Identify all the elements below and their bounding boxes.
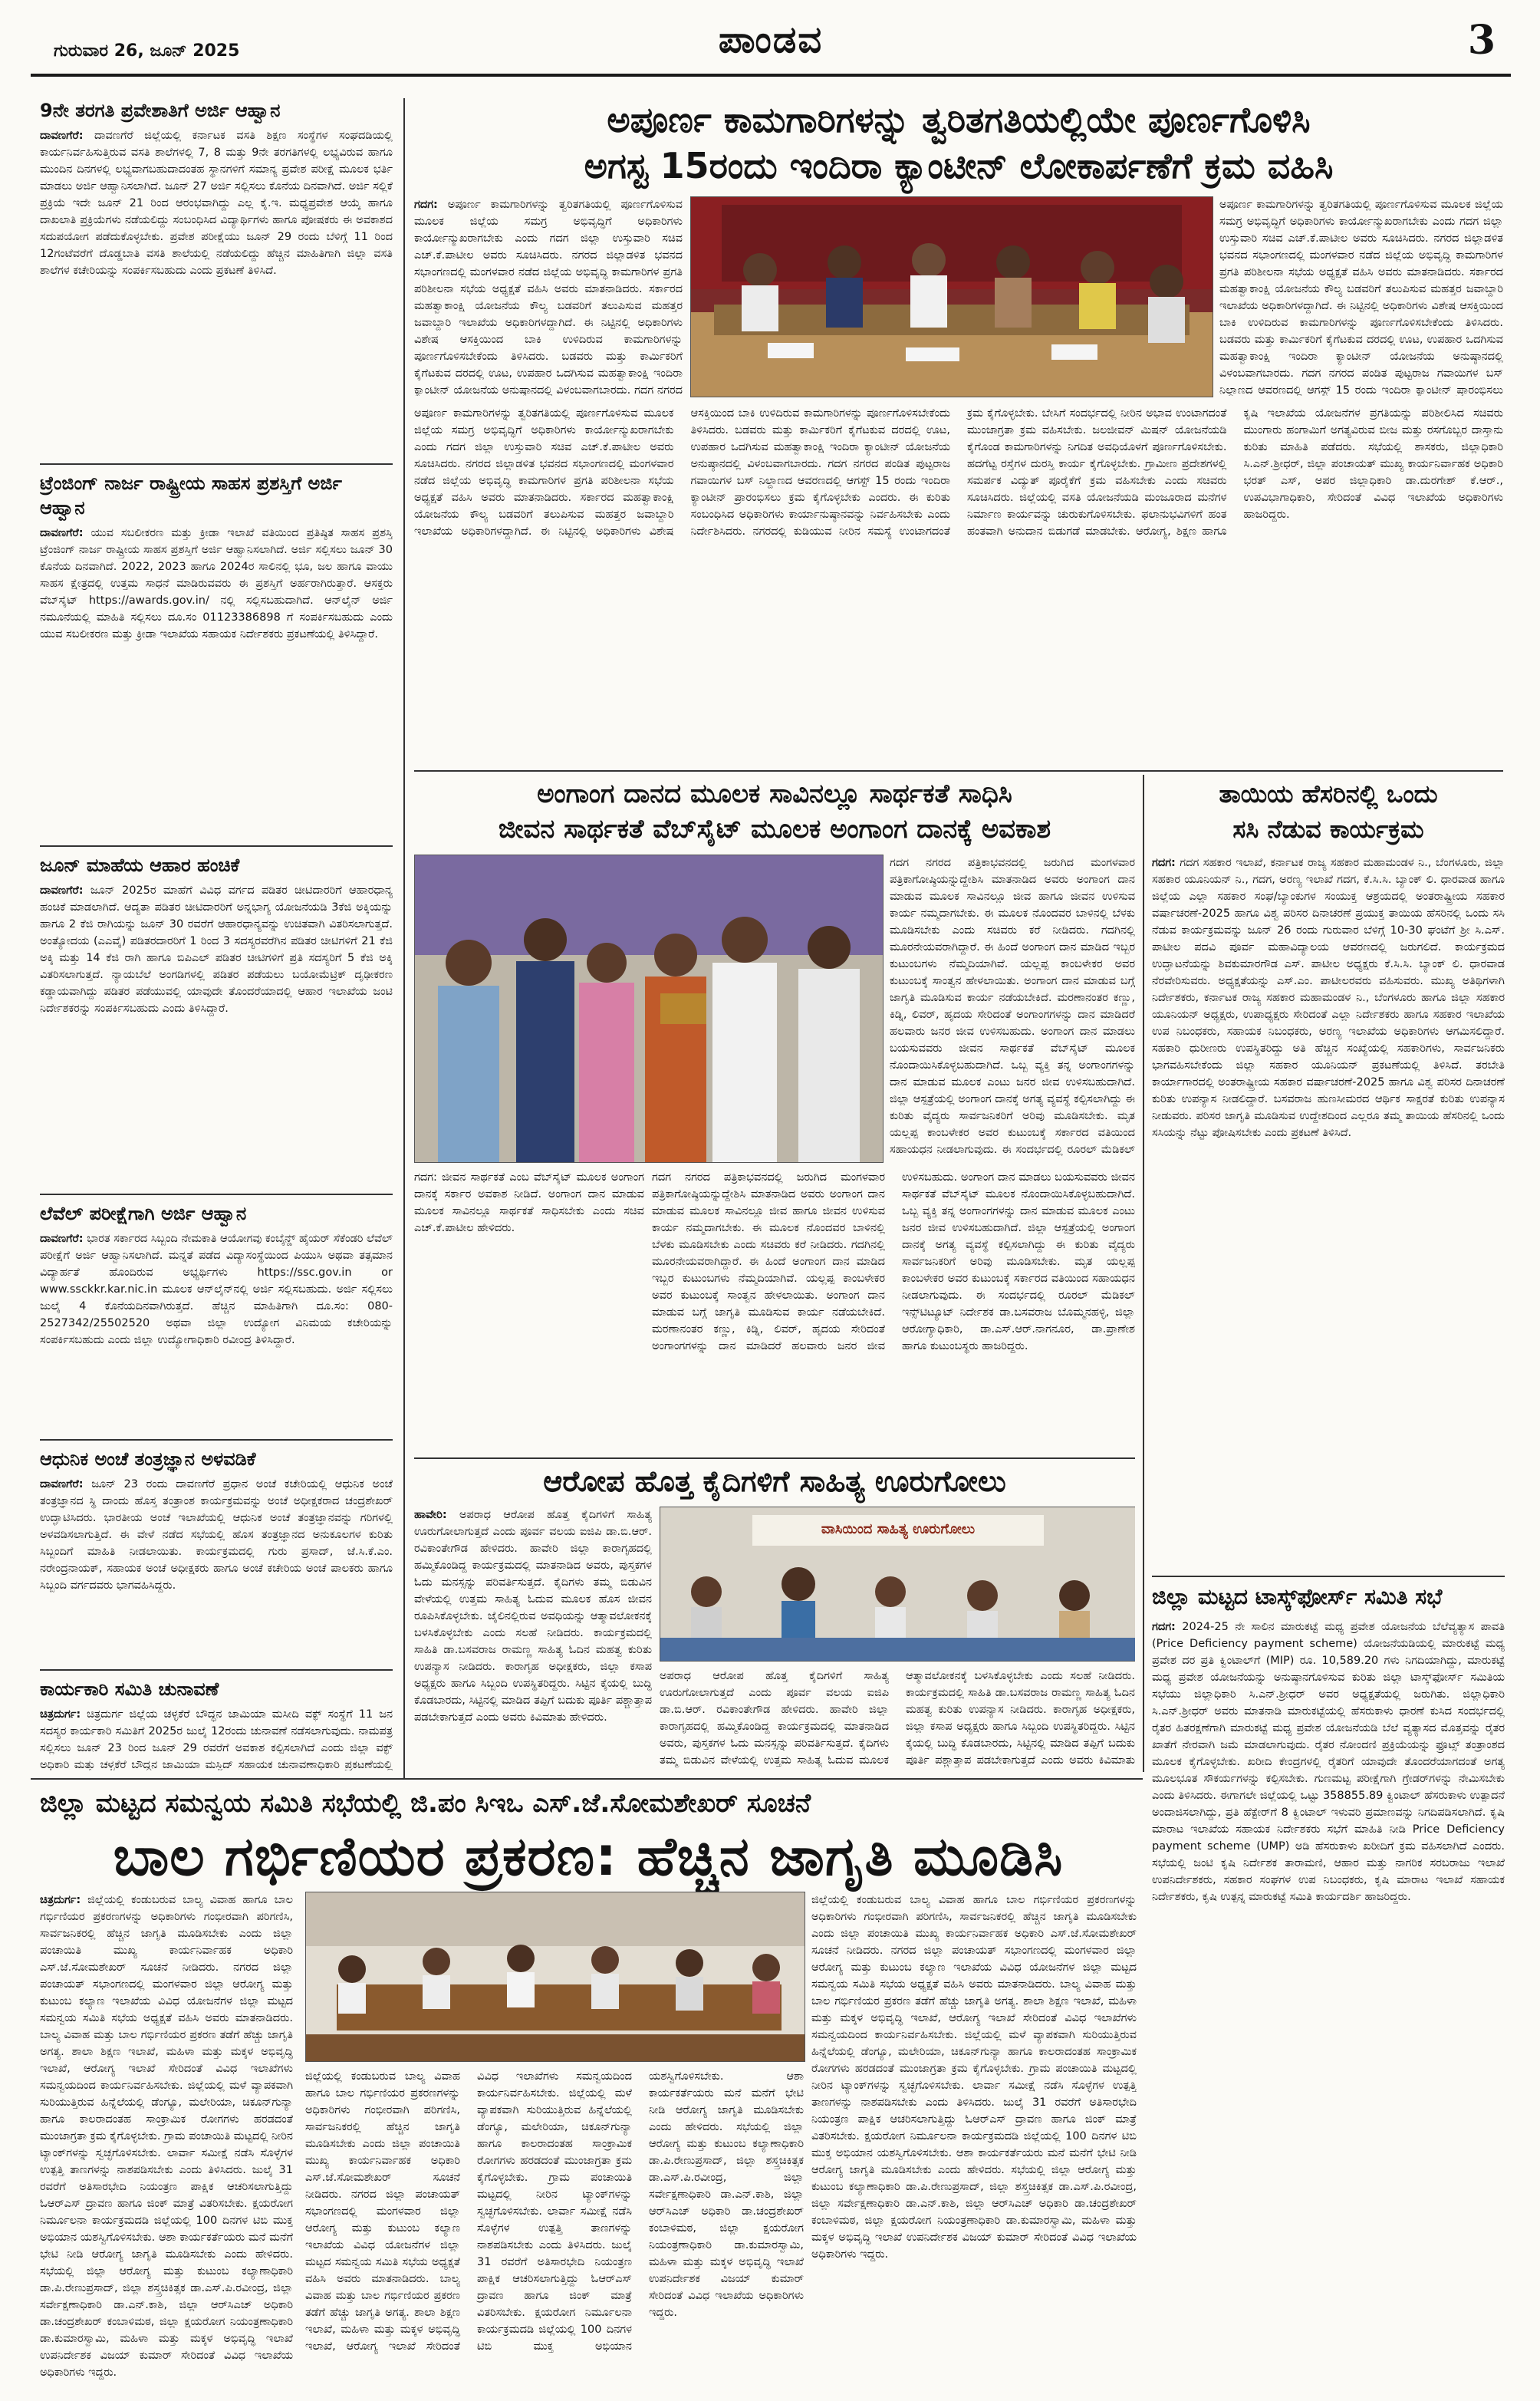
organ-story	[414, 776, 1135, 1451]
organ-story-body-b: ಗದಗ ನಗರದ ಪತ್ರಿಕಾಭವನದಲ್ಲಿ ಜರುಗಿದ ಮಂಗಳವಾರ ಪತ್ರಿಕಾಗೋಷ್ಠಿಯನ್ನುದ್ದೇಶಿಸಿ ಮಾತನಾಡಿದ ಅವರು ಅಂಗಾಂಗ ದಾನ ಮಾಡುವ ಮೂಲಕ ಸಾವಿನಲ್ಲೂ ಜೀವ ಹಾಗೂ ಜೀವನ ಉಳಿಸುವ ಕಾರ್ಯ ನಮ್ಮದಾಗಬೇಕು. ಈ ಮೂಲಕ ನೊಂದವರ ಬಾಳಿನಲ್ಲಿ ಬೆಳಕು ಮೂಡಿಸಬೇಕು ಎಂದು ಸಚಿವರು ಕರೆ ನೀಡಿದರು. ಗದಗಿನಲ್ಲಿ ಮೂರನೇಯವರಾಗಿದ್ದಾರೆ. ಈ ಹಿಂದೆ ಅಂಗಾಂಗ ದಾನ ಮಾಡಿದ ಇಬ್ಬರ ಕುಟುಂಬಗಳು ನೆಮ್ಮದಿಯಾಗಿವೆ. ಯಲ್ಲಪ್ಪ ಕಾಂಬಳೇಕರ ಅವರ ಕುಟುಂಬಕ್ಕೆ ಸಾಂತ್ವನ ಹೇಳಲಾಯಿತು. ಅಂಗಾಂಗ ದಾನ ಮಾಡುವ ಬಗ್ಗೆ ಜಾಗೃತಿ ಮೂಡಿಸುವ ಕಾರ್ಯ ನಡೆಯಬೇಕಿದೆ. ಮರಣಾನಂತರ ಕಣ್ಣು, ಕಿಡ್ನಿ, ಲಿವರ್, ಹೃದಯ ಸೇರಿದಂತೆ ಅಂಗಾಂಗಗಳನ್ನು ದಾನ ಮಾಡಿದರೆ ಹಲವಾರು ಜನರ ಜೀವ ಉಳಿಸಬಹುದು. ಅಂಗಾಂಗ ದಾನ ಮಾಡಲು ಬಯಸುವವರು ಜೀವನ ಸಾರ್ಥಕತೆ ವೆಬ್‌ಸೈಟ್ ಮೂಲಕ ನೊಂದಾಯಿಸಿಕೊಳ್ಳಬಹುದಾಗಿದೆ. ಒಬ್ಬ ವ್ಯಕ್ತಿ ತನ್ನ ಅಂಗಾಂಗಗಳನ್ನು ದಾನ ಮಾಡುವ ಮೂಲಕ ಎಂಟು ಜನರ ಜೀವ ಉಳಿಸಬಹುದಾಗಿದೆ. ಜಿಲ್ಲಾ ಆಸ್ಪತ್ರೆಯಲ್ಲಿ ಅಂಗಾಂಗ ದಾನಕ್ಕೆ ಅಗತ್ಯ ವ್ಯವಸ್ಥೆ ಕಲ್ಪಿಸಲಾಗಿದ್ದು ಈ ಕುರಿತು ವೈದ್ಯರು ಸಾರ್ವಜನಿಕರಿಗೆ ಅರಿವು ಮೂಡಿಸಬೇಕು. ಮೃತ ಯಲ್ಲಪ್ಪ ಕಾಂಬಳೇಕರ ಅವರ ಕುಟುಂಬಕ್ಕೆ ಸರ್ಕಾರದ ವತಿಯಿಂದ ಸಹಾಯಧನ ನೀಡಲಾಗುವುದು. ಈ ಸಂದರ್ಭದಲ್ಲಿ ರೂರಲ್ ಮೆಡಿಕಲ್ ಇನ್ಸ್‌ಟಿಟ್ಯೂಟ್ ನಿರ್ದೇಶಕ ಡಾ.ಬಸವರಾಜ ಬೊಮ್ಮನಹಳ್ಳಿ, ಜಿಲ್ಲಾ ಆರೋಗ್ಯಾಧಿಕಾರಿ, ಡಾ.ಎಸ್.ಆರ್.ನಾಗನೂರ, ಡಾ.ಪ್ರಾಣೇಶ ಹಾಗೂ ಕುಟುಂಬಸ್ಥರು ಹಾಜರಿದ್ದರು.	[652, 1171, 1135, 1352]
section-rule	[31, 1778, 1143, 1780]
brief-headline: ಲೆವೆಲ್ ಪರೀಕ್ಷೆಗಾಗಿ ಅರ್ಜಿ ಆಹ್ವಾನ	[40, 1203, 247, 1224]
brief-body: ಚಿತ್ರದುರ್ಗ: ಚಿತ್ರದುರ್ಗ ಜಿಲ್ಲೆಯ ಚಳ್ಳಕೆರೆ ಬೌದ್ಧನ ಜಾಮಿಯಾ ಮಸೀದಿ ವಕ್ಫ್ ಸಂಸ್ಥೆಗೆ 11 ಜನ ಸದಸ್ಯರ ಕಾರ್ಯಕಾರಿ ಸಮಿತಿಗೆ 2025ರ ಜುಲೈ 12ರಂದು ಚುನಾವಣೆ ನಡೆಸಲಾಗುವುದು. ನಾಮಪತ್ರ ಸಲ್ಲಿಸಲು ಜೂನ್ 23 ರಿಂದ ಜೂನ್ 29 ರವರೆಗೆ ಅವಕಾಶ ಕಲ್ಪಿಸಲಾಗಿದೆ ಎಂದು ಜಿಲ್ಲಾ ವಕ್ಫ್ ಅಧಿಕಾರಿ ಮತ್ತು ಚಳ್ಳಕೆರೆ ಬೌದ್ಧನ ಜಾಮಿಯಾ ಮಸ್ಜಿದ್ ಸಹಾಯಕ ಚುನಾವಣಾಧಿಕಾರಿ ಪ್ರಕಟಣೆಯಲ್ಲಿ	[40, 1708, 393, 1770]
top-story-dateline: ಗದಗ:	[414, 199, 438, 211]
sapling-story	[1152, 776, 1505, 1574]
coordination-meeting-photo-graphic	[306, 1892, 805, 2061]
literature-story-headline: ಆರೋಪ ಹೊತ್ತ ಕೈದಿಗಳಿಗೆ ಸಾಹಿತ್ಯ ಊರುಗೋಲು	[543, 1464, 1006, 1498]
felicitation-photo-graphic	[415, 855, 883, 1162]
top-story-body-b: ಅಪೂರ್ಣ ಕಾಮಗಾರಿಗಳನ್ನು ತ್ವರಿತಗತಿಯಲ್ಲಿ ಪೂರ್ಣಗೊಳಿಸುವ ಮೂಲಕ ಜಿಲ್ಲೆಯ ಸಮಗ್ರ ಅಭಿವೃದ್ಧಿಗೆ ಅಧಿಕಾರಿಗಳು ಕಾರ್ಯೋನ್ಮುಖರಾಗಬೇಕು ಎಂದು ಗದಗ ಜಿಲ್ಲಾ ಉಸ್ತುವಾರಿ ಸಚಿವ ಎಚ್.ಕೆ.ಪಾಟೀಲ ಅವರು ಸೂಚಿಸಿದರು. ನಗರದ ಜಿಲ್ಲಾಡಳಿತ ಭವನದ ಸಭಾಂಗಣದಲ್ಲಿ ಮಂಗಳವಾರ ನಡೆದ ಜಿಲ್ಲೆಯ ಅಭಿವೃದ್ಧಿ ಕಾಮಗಾರಿಗಳ ಪ್ರಗತಿ ಪರಿಶೀಲನಾ ಸಭೆಯ ಅಧ್ಯಕ್ಷತೆ ವಹಿಸಿ ಅವರು ಮಾತನಾಡಿದರು. ಸರ್ಕಾರದ ಮಹತ್ವಾಕಾಂಕ್ಷಿ ಯೋಜನೆಯ ಕೌಲ್ಯ ಬಡವರಿಗೆ ತಲುಪಿಸುವ ಮಹತ್ತರ ಜವಾಬ್ದಾರಿ ಇಲಾಖೆಯ ಅಧಿಕಾರಿಗಳದ್ದಾಗಿದೆ. ಈ ನಿಟ್ಟಿನಲ್ಲಿ ಅಧಿಕಾರಿಗಳು ವಿಶೇಷ ಆಸಕ್ತಿಯಿಂದ ಬಾಕಿ ಉಳಿದಿರುವ ಕಾಮಗಾರಿಗಳನ್ನು ಪೂರ್ಣಗೊಳಿಸಬೇಕೆಂದು ತಿಳಿಸಿದರು. ಬಡವರು ಮತ್ತು ಕಾರ್ಮಿಕರಿಗೆ ಕೈಗೆಟಕುವ ದರದಲ್ಲಿ ಊಟ, ಉಪಹಾರ ಒದಗಿಸುವ ಮಹತ್ವಾಕಾಂಕ್ಷಿ ಇಂದಿರಾ ಕ್ಯಾಂಟೀನ್ ಯೋಜನೆಯ ಅನುಷ್ಠಾನದಲ್ಲಿ ವಿಳಂಬವಾಗಬಾರದು. ಗದಗ ನಗರದ ಪಂಡಿತ ಪುಟ್ಟರಾಜ ಗವಾಯಿಗಳ ಬಸ್ ನಿಲ್ದಾಣದ ಆವರಣದಲ್ಲಿ ಆಗಸ್ಟ್ 15 ರಂದು ಇಂದಿರಾ ಕ್ಯಾಂಟೀನ್ ಪ್ರಾರಂಭಿಸಲು	[1219, 199, 1503, 396]
section-rule	[414, 770, 1503, 772]
section-rule	[1152, 1576, 1505, 1577]
organ-story-headline-line1: ಅಂಗಾಂಗ ದಾನದ ಮೂಲಕ ಸಾವಿನಲ್ಲೂ ಸಾರ್ಥಕತೆ ಸಾಧಿಸಿ	[537, 779, 1012, 809]
bottom-story-dateline: ಚಿತ್ರದುರ್ಗ:	[40, 1894, 81, 1906]
top-story	[414, 97, 1503, 772]
meeting-photo-graphic	[691, 197, 1213, 397]
brief-dateline: ದಾವಣಗೆರೆ:	[40, 1478, 84, 1490]
literature-story-photo	[660, 1507, 1135, 1662]
column-rule	[403, 98, 405, 1778]
brief-dateline: ದಾವಣಗೆರೆ:	[40, 527, 84, 539]
top-story-photo	[690, 196, 1213, 397]
sapling-story-headline-line1: ತಾಯಿಯ ಹೆಸರಿನಲ್ಲಿ ಒಂದು	[1219, 779, 1438, 809]
literature-story-banner: ವಾಸಿಯಿಂದ ಸಾಹಿತ್ಯ ಊರುಗೋಲು	[821, 1521, 976, 1537]
divider	[40, 463, 393, 465]
bottom-story-body-a: ಚಿತ್ರದುರ್ಗ: ಜಿಲ್ಲೆಯಲ್ಲಿ ಕಂಡುಬರುವ ಬಾಲ್ಯ ವಿವಾಹ ಹಾಗೂ ಬಾಲ ಗರ್ಭಿಣಿಯರ ಪ್ರಕರಣಗಳನ್ನು ಅಧಿಕಾರಿಗಳು ಗಂಭೀರವಾಗಿ ಪರಿಗಣಿಸಿ, ಸಾರ್ವಜನಿಕರಲ್ಲಿ ಹೆಚ್ಚಿನ ಜಾಗೃತಿ ಮೂಡಿಸಬೇಕು ಎಂದು ಜಿಲ್ಲಾ ಪಂಚಾಯಿತಿ ಮುಖ್ಯ ಕಾರ್ಯನಿರ್ವಾಹಕ ಅಧಿಕಾರಿ ಎಸ್.ಜೆ.ಸೋಮಶೇಖರ್ ಸೂಚನೆ ನೀಡಿದರು. ನಗರದ ಜಿಲ್ಲಾ ಪಂಚಾಯತ್ ಸಭಾಂಗಣದಲ್ಲಿ ಮಂಗಳವಾರ ಜಿಲ್ಲಾ ಆರೋಗ್ಯ ಮತ್ತು ಕುಟುಂಬ ಕಲ್ಯಾಣ ಇಲಾಖೆಯ ವಿವಿಧ ಯೋಜನೆಗಳ ಜಿಲ್ಲಾ ಮಟ್ಟದ ಸಮನ್ವಯ ಸಮಿತಿ ಸಭೆಯ ಅಧ್ಯಕ್ಷತೆ ವಹಿಸಿ ಅವರು ಮಾತನಾಡಿದರು. ಬಾಲ್ಯ ವಿವಾಹ ಮತ್ತು ಬಾಲ ಗರ್ಭಿಣಿಯರ ಪ್ರಕರಣ ತಡೆಗೆ ಹೆಚ್ಚು ಜಾಗೃತಿ ಅಗತ್ಯ. ಶಾಲಾ ಶಿಕ್ಷಣ ಇಲಾಖೆ, ಮಹಿಳಾ ಮತ್ತು ಮಕ್ಕಳ ಅಭಿವೃದ್ಧಿ ಇಲಾಖೆ, ಆರೋಗ್ಯ ಇಲಾಖೆ ಸೇರಿದಂತೆ ವಿವಿಧ ಇಲಾಖೆಗಳು ಸಮನ್ವಯದಿಂದ ಕಾರ್ಯನಿರ್ವಹಿಸಬೇಕು. ಜಿಲ್ಲೆಯಲ್ಲಿ ಮಳೆ ವ್ಯಾಪಕವಾಗಿ ಸುರಿಯುತ್ತಿರುವ ಹಿನ್ನೆಲೆಯಲ್ಲಿ ಡೆಂಗ್ಯೂ, ಮಲೇರಿಯಾ, ಚಿಕೂನ್‌ಗುನ್ಯಾ ಹಾಗೂ ಕಾಲರಾದಂತಹ ಸಾಂಕ್ರಾಮಿಕ ರೋಗಗಳು ಹರಡದಂತೆ ಮುಂಜಾಗ್ರತಾ ಕ್ರಮ ಕೈಗೊಳ್ಳಬೇಕು. ಗ್ರಾಮ ಪಂಚಾಯಿತಿ ಮಟ್ಟದಲ್ಲಿ ನೀರಿನ ಟ್ಯಾಂಕ್‌ಗಳನ್ನು ಸ್ವಚ್ಛಗೊಳಿಸಬೇಕು. ಲಾರ್ವಾ ಸಮೀಕ್ಷೆ ನಡೆಸಿ ಸೊಳ್ಳೆಗಳ ಉತ್ಪತ್ತಿ ತಾಣಗಳನ್ನು ನಾಶಪಡಿಸಬೇಕು ಎಂದು ತಿಳಿಸಿದರು. ಜುಲೈ 31 ರವರೆಗೆ ಅತಿಸಾರಭೇದಿ ನಿಯಂತ್ರಣ ಪಾಕ್ಷಿಕ ಆಚರಿಸಲಾಗುತ್ತಿದ್ದು ಓಆರ್‌ಎಸ್ ದ್ರಾವಣ ಹಾಗೂ ಜಿಂಕ್ ಮಾತ್ರೆ ವಿತರಿಸಬೇಕು. ಕ್ಷಯರೋಗ ನಿರ್ಮೂಲನಾ ಕಾರ್ಯಕ್ರಮದಡಿ ಜಿಲ್ಲೆಯಲ್ಲಿ 100 ದಿನಗಳ ಟಿಬಿ ಮುಕ್ತ ಅಭಿಯಾನ ಯಶಸ್ವಿಗೊಳಿಸಬೇಕು. ಆಶಾ ಕಾರ್ಯಕರ್ತೆಯರು ಮನೆ ಮನೆಗೆ ಭೇಟಿ ನೀಡಿ ಆರೋಗ್ಯ ಜಾಗೃತಿ ಮೂಡಿಸಬೇಕು ಎಂದು ಹೇಳಿದರು. ಸಭೆಯಲ್ಲಿ ಜಿಲ್ಲಾ ಆರೋಗ್ಯ ಮತ್ತು ಕುಟುಂಬ ಕಲ್ಯಾಣಾಧಿಕಾರಿ ಡಾ.ಪಿ.ರೇಣುಪ್ರಸಾದ್, ಜಿಲ್ಲಾ ಶಸ್ತ್ರಚಿಕಿತ್ಸಕ ಡಾ.ಎಸ್.ಪಿ.ರವೀಂದ್ರ, ಜಿಲ್ಲಾ ಸರ್ವೇಕ್ಷಣಾಧಿಕಾರಿ ಡಾ.ಎನ್.ಕಾಶಿ, ಜಿಲ್ಲಾ ಆರ್‌ಸಿಎಚ್ ಅಧಿಕಾರಿ ಡಾ.ಚಂದ್ರಶೇಖರ್ ಕಂಬಾಳಿಮಠ, ಜಿಲ್ಲಾ ಕ್ಷಯರೋಗ ನಿಯಂತ್ರಣಾಧಿಕಾರಿ ಡಾ.ಕುಮಾರಸ್ವಾಮಿ, ಮಹಿಳಾ ಮತ್ತು ಮಕ್ಕಳ ಅಭಿವೃದ್ಧಿ ಇಲಾಖೆ ಉಪನಿರ್ದೇಶಕ ವಿಜಯ್ ಕುಮಾರ್ ಸೇರಿದಂತೆ ವಿವಿಧ ಇಲಾಖೆಯ ಅಧಿಕಾರಿಗಳು ಇದ್ದರು.	[40, 1894, 293, 2379]
sapling-story-body: ಗದಗ: ಗದಗ ಸಹಕಾರ ಇಲಾಖೆ, ಕರ್ನಾಟಕ ರಾಜ್ಯ ಸಹಕಾರ ಮಹಾಮಂಡಳ ನಿ., ಬೆಂಗಳೂರು, ಜಿಲ್ಲಾ ಸಹಕಾರ ಯೂನಿಯನ್ ನಿ., ಗದಗ, ಅರಣ್ಯ ಇಲಾಖೆ ಗದಗ, ಕೆ.ಸಿ.ಸಿ. ಬ್ಯಾಂಕ್ ಲಿ. ಧಾರವಾಡ ಹಾಗೂ ಜಿಲ್ಲೆಯ ಎಲ್ಲಾ ಸಹಕಾರ ಸಂಘ/ಬ್ಯಾಂಕುಗಳ ಸಂಯುಕ್ತ ಆಶ್ರಯದಲ್ಲಿ ಅಂತರಾಷ್ಟ್ರೀಯ ಸಹಕಾರ ವರ್ಷಾಚರಣೆ-2025 ಹಾಗೂ ವಿಶ್ವ ಪರಿಸರ ದಿನಾಚರಣೆ ಪ್ರಯುಕ್ತ ತಾಯಿಯ ಹೆಸರಿನಲ್ಲಿ ಒಂದು ಸಸಿ ನೆಡುವ ಕಾರ್ಯಕ್ರಮವನ್ನು ಜೂನ್ 26 ರಂದು ಗುರುವಾರ ಬೆಳಿಗ್ಗೆ 10-30 ಘಂಟೆಗೆ ಶ್ರೀ ಸಿ.ಎಸ್. ಪಾಟೀಲ ಪದವಿ ಪೂರ್ವ ಮಹಾವಿದ್ಯಾಲಯ ಆವರಣದಲ್ಲಿ ಜರುಗಲಿದೆ. ಕಾರ್ಯಕ್ರಮದ ಉದ್ಘಾಟನೆಯನ್ನು ಶಿವಕುಮಾರಗೌಡ ಎಸ್. ಪಾಟೀಲ ಅಧ್ಯಕ್ಷರು ಕೆ.ಸಿ.ಸಿ. ಬ್ಯಾಂಕ್ ಲಿ. ಧಾರವಾಡ ನೆರವೇರಿಸುವರು. ಅಧ್ಯಕ್ಷತೆಯನ್ನು ಎಸ್.ಎಂ. ಪಾಟೀಲರವರು ವಹಿಸುವರು. ಮುಖ್ಯ ಅತಿಥಿಗಳಾಗಿ ನಿರ್ದೇಶಕರು, ಕರ್ನಾಟಕ ರಾಜ್ಯ ಸಹಕಾರ ಮಹಾಮಂಡಳ ನಿ., ಬೆಂಗಳೂರು ಹಾಗೂ ಜಿಲ್ಲಾ ಸಹಕಾರ ಯೂನಿಯನ್ ಅಧ್ಯಕ್ಷರು, ಉಪಾಧ್ಯಕ್ಷರು ಸೇರಿದಂತೆ ಎಲ್ಲಾ ನಿರ್ದೇಶಕರು ಹಾಗೂ ಸಹಕಾರ ಇಲಾಖೆಯ ಉಪ ನಿಬಂಧಕರು, ಸಹಾಯಕ ನಿಬಂಧಕರು, ಅರಣ್ಯ ಇಲಾಖೆಯ ಅಧಿಕಾರಿಗಳು ಆಗಮಿಸಲಿದ್ದಾರೆ. ಸಹಕಾರಿ ಧುರೀಣರು ಉಪಸ್ಥಿತರಿದ್ದು ಅತಿ ಹೆಚ್ಚಿನ ಸಂಖ್ಯೆಯಲ್ಲಿ ಸಹಕಾರಿಗಳು, ಸಾರ್ವಜನಿಕರು ಭಾಗವಹಿಸಬೇಕೆಂದು ಜಿಲ್ಲಾ ಸಹಕಾರ ಯೂನಿಯನ್ ಪ್ರಕಟಣೆಯಲ್ಲಿ ತಿಳಿಸಿದೆ. ತರಬೇತಿ ಕಾರ್ಯಾಗಾರದಲ್ಲಿ ಅಂತರಾಷ್ಟ್ರೀಯ ಸಹಕಾರ ವರ್ಷಾಚರಣೆ-2025 ಹಾಗೂ ವಿಶ್ವ ಪರಿಸರ ದಿನಾಚರಣೆ ಕುರಿತು ಉಪನ್ಯಾಸ ನೀಡಲಿದ್ದಾರೆ. ಬಸವರಾಜ ಹುಣಸೀಮರದ ಆರ್ಥಿಕ ಸಾಕ್ಷರತೆ ಕುರಿತು ಉಪನ್ಯಾಸ ನೀಡುವರು. ಪರಿಸರ ಜಾಗೃತಿ ಮೂಡಿಸುವ ಉದ್ದೇಶದಿಂದ ಎಲ್ಲರೂ ತಮ್ಮ ತಾಯಿಯ ಹೆಸರಿನಲ್ಲಿ ಒಂದು ಸಸಿಯನ್ನು ನೆಟ್ಟು ಪೋಷಿಸಬೇಕು ಎಂದು ಪ್ರಕಟಣೆ ತಿಳಿಸಿದೆ.	[1152, 857, 1505, 1139]
brief	[40, 98, 393, 457]
bottom-story-headline: ಬಾಲ ಗರ್ಭಿಣಿಯರ ಪ್ರಕರಣ: ಹೆಚ್ಚಿನ ಜಾಗೃತಿ ಮೂಡಿಸಿ	[113, 1825, 1064, 1888]
divider	[40, 1194, 393, 1195]
bottom-story	[40, 1786, 1137, 2384]
section-rule	[414, 1457, 1135, 1459]
task-force-story	[1152, 1582, 1505, 2380]
organ-story-caption: ಗದಗ: ಜೀವನ ಸಾರ್ಥಕತೆ ಎಂಬ ವೆಬ್‌ಸೈಟ್ ಮೂಲಕ ಅಂಗಾಂಗ ದಾನಕ್ಕೆ ಸರ್ಕಾರ ಅವಕಾಶ ನೀಡಿದೆ. ಅಂಗಾಂಗ ದಾನ ಮಾಡುವ ಮೂಲಕ ಸಾವಿನಲ್ಲೂ ಸಾರ್ಥಕತೆ ಸಾಧಿಸಬೇಕು ಎಂದು ಸಚಿವ ಎಚ್.ಕೆ.ಪಾಟೀಲ ಹೇಳಿದರು.	[414, 1171, 644, 1234]
brief	[40, 853, 393, 1187]
brief-dateline: ಚಿತ್ರದುರ್ಗ:	[40, 1708, 81, 1721]
organ-story-body-a: ಗದಗ ನಗರದ ಪತ್ರಿಕಾಭವನದಲ್ಲಿ ಜರುಗಿದ ಮಂಗಳವಾರ ಪತ್ರಿಕಾಗೋಷ್ಠಿಯನ್ನುದ್ದೇಶಿಸಿ ಮಾತನಾಡಿದ ಅವರು ಅಂಗಾಂಗ ದಾನ ಮಾಡುವ ಮೂಲಕ ಸಾವಿನಲ್ಲೂ ಜೀವ ಹಾಗೂ ಜೀವನ ಉಳಿಸುವ ಕಾರ್ಯ ನಮ್ಮದಾಗಬೇಕು. ಈ ಮೂಲಕ ನೊಂದವರ ಬಾಳಿನಲ್ಲಿ ಬೆಳಕು ಮೂಡಿಸಬೇಕು ಎಂದು ಸಚಿವರು ಕರೆ ನೀಡಿದರು. ಗದಗಿನಲ್ಲಿ ಮೂರನೇಯವರಾಗಿದ್ದಾರೆ. ಈ ಹಿಂದೆ ಅಂಗಾಂಗ ದಾನ ಮಾಡಿದ ಇಬ್ಬರ ಕುಟುಂಬಗಳು ನೆಮ್ಮದಿಯಾಗಿವೆ. ಯಲ್ಲಪ್ಪ ಕಾಂಬಳೇಕರ ಅವರ ಕುಟುಂಬಕ್ಕೆ ಸಾಂತ್ವನ ಹೇಳಲಾಯಿತು. ಅಂಗಾಂಗ ದಾನ ಮಾಡುವ ಬಗ್ಗೆ ಜಾಗೃತಿ ಮೂಡಿಸುವ ಕಾರ್ಯ ನಡೆಯಬೇಕಿದೆ. ಮರಣಾನಂತರ ಕಣ್ಣು, ಕಿಡ್ನಿ, ಲಿವರ್, ಹೃದಯ ಸೇರಿದಂತೆ ಅಂಗಾಂಗಗಳನ್ನು ದಾನ ಮಾಡಿದರೆ ಹಲವಾರು ಜನರ ಜೀವ ಉಳಿಸಬಹುದು. ಅಂಗಾಂಗ ದಾನ ಮಾಡಲು ಬಯಸುವವರು ಜೀವನ ಸಾರ್ಥಕತೆ ವೆಬ್‌ಸೈಟ್ ಮೂಲಕ ನೊಂದಾಯಿಸಿಕೊಳ್ಳಬಹುದಾಗಿದೆ. ಒಬ್ಬ ವ್ಯಕ್ತಿ ತನ್ನ ಅಂಗಾಂಗಗಳನ್ನು ದಾನ ಮಾಡುವ ಮೂಲಕ ಎಂಟು ಜನರ ಜೀವ ಉಳಿಸಬಹುದಾಗಿದೆ. ಜಿಲ್ಲಾ ಆಸ್ಪತ್ರೆಯಲ್ಲಿ ಅಂಗಾಂಗ ದಾನಕ್ಕೆ ಅಗತ್ಯ ವ್ಯವಸ್ಥೆ ಕಲ್ಪಿಸಲಾಗಿದ್ದು ಈ ಕುರಿತು ವೈದ್ಯರು ಸಾರ್ವಜನಿಕರಿಗೆ ಅರಿವು ಮೂಡಿಸಬೇಕು. ಮೃತ ಯಲ್ಲಪ್ಪ ಕಾಂಬಳೇಕರ ಅವರ ಕುಟುಂಬಕ್ಕೆ ಸರ್ಕಾರದ ವತಿಯಿಂದ ಸಹಾಯಧನ ನೀಡಲಾಗುವುದು. ಈ ಸಂದರ್ಭದಲ್ಲಿ ರೂರಲ್ ಮೆಡಿಕಲ್	[890, 857, 1135, 1156]
brief-body: ದಾವಣಗೆರೆ: ದಾವಣಗೆರೆ ಜಿಲ್ಲೆಯಲ್ಲಿ ಕರ್ನಾಟಕ ವಸತಿ ಶಿಕ್ಷಣ ಸಂಸ್ಥೆಗಳ ಸಂಘದಡಿಯಲ್ಲಿ ಕಾರ್ಯನಿರ್ವಹಿಸುತ್ತಿರುವ ವಸತಿ ಶಾಲೆಗಳಲ್ಲಿ 7, 8 ಮತ್ತು 9ನೇ ತರಗತಿಗಳಲ್ಲಿ ಲಭ್ಯವಿರುವ ಹಾಗೂ ಮುಂದಿನ ದಿನಗಳಲ್ಲಿ ಲಭ್ಯವಾಗಬಹುದಾದಂತಹ ಸ್ಥಾನಗಳಿಗೆ ಸಮಾನ್ಯ ಪ್ರವೇಶ ಪರೀಕ್ಷೆ ಮೂಲಕ ಭರ್ತಿ ಮಾಡಲು ಅರ್ಜಿ ಆಹ್ವಾನಿಸಲಾಗಿದೆ. ಜೂನ್ 27 ಅರ್ಜಿ ಸಲ್ಲಿಸಲು ಕೊನೆಯ ದಿನವಾಗಿದೆ. ಅರ್ಜಿ ಸಲ್ಲಿಕೆ ಪ್ರಕ್ರಿಯೆ ಇದೇ ಜೂನ್ 21 ರಿಂದ ಆರಂಭವಾಗಿದ್ದು ಎಲ್ಲ ಕೈ.ಇ. ಮಧ್ಯಪ್ರವೇಶ ಆಯ್ಕೆ ಹಾಗೂ ದಾಖಲಾತಿ ಪ್ರಕ್ರಿಯೆಗಳು ನಡೆಯಲಿದ್ದು ಸಂಬಂಧಿಸಿದ ವಿದ್ಯಾರ್ಥಿಗಳು ಹಾಗೂ ಪೋಷಕರು ಈ ಅವಕಾಶದ ಸದುಪಯೋಗ ಪಡೆದುಕೊಳ್ಳಬೇಕು. ಪ್ರವೇಶ ಪರೀಕ್ಷೆಯು ಜೂನ್ 29 ರಂದು ಬೆಳಿಗ್ಗೆ 11 ರಿಂದ 12ಗಂಟೆವರೆಗೆ ದೊಡ್ಡಬಾತಿ ವಸತಿ ಶಾಲೆಯಲ್ಲಿ ನಡೆಯಲಿದ್ದು ಹೆಚ್ಚಿನ ಮಾಹಿತಿಗಾಗಿ ಜಿಲ್ಲಾ ವಸತಿ ಶಾಲೆಗಳ ಕಚೇರಿಯನ್ನು ಸಂಪರ್ಕಿಸಬಹುದು ಎಂದು ಪ್ರಕಟಣೆ ತಿಳಿಸಿದೆ.	[40, 130, 393, 277]
brief-body: ದಾವಣಗೆರೆ: ಯುವ ಸಬಲೀಕರಣ ಮತ್ತು ಕ್ರೀಡಾ ಇಲಾಖೆ ವತಿಯಿಂದ ಪ್ರತಿಷ್ಠಿತ ಸಾಹಸ ಪ್ರಶಸ್ತಿ ಟ್ರೆಂಜಿಂಗ್ ನಾರ್ಜ ರಾಷ್ಟ್ರೀಯ ಸಾಹಸ ಪ್ರಶಸ್ತಿಗೆ ಅರ್ಜಿ ಆಹ್ವಾನಿಸಲಾಗಿದೆ. ಅರ್ಜಿ ಸಲ್ಲಿಸಲು ಜೂನ್ 30 ಕೊನೆಯ ದಿನವಾಗಿದೆ. 2022, 2023 ಹಾಗೂ 2024ರ ಸಾಲಿನಲ್ಲಿ ಭೂ, ಜಲ ಹಾಗೂ ವಾಯು ಸಾಹಸ ಕ್ಷೇತ್ರದಲ್ಲಿ ಉತ್ತಮ ಸಾಧನೆ ಮಾಡಿರುವವರು ಈ ಪ್ರಶಸ್ತಿಗೆ ಅರ್ಹರಾಗಿರುತ್ತಾರೆ. ಆಸಕ್ತರು ವೆಬ್‌ಸೈಟ್ https://awards.gov.in/ ನಲ್ಲಿ ಸಲ್ಲಿಸಬಹುದಾಗಿದೆ. ಆನ್‌ಲೈನ್ ಅರ್ಜಿ ನಮೂನೆಯಲ್ಲಿ ಮಾಹಿತಿ ಸಲ್ಲಿಸಲು ದೂ.ಸಂ 01123386898 ಗೆ ಸಂಪರ್ಕಿಸಬಹುದು ಎಂದು ಯುವ ಸಬಲೀಕರಣ ಮತ್ತು ಕ್ರೀಡಾ ಇಲಾಖೆಯ ಸಹಾಯಕ ನಿರ್ದೇಶಕರು ಪ್ರಕಟಣೆಯಲ್ಲಿ ತಿಳಿಸಿದ್ದಾರೆ.	[40, 527, 393, 641]
brief-dateline: ದಾವಣಗೆರೆ:	[40, 884, 84, 897]
divider	[40, 1439, 393, 1441]
top-story-body-a: ಗದಗ: ಅಪೂರ್ಣ ಕಾಮಗಾರಿಗಳನ್ನು ತ್ವರಿತಗತಿಯಲ್ಲಿ ಪೂರ್ಣಗೊಳಿಸುವ ಮೂಲಕ ಜಿಲ್ಲೆಯ ಸಮಗ್ರ ಅಭಿವೃದ್ಧಿಗೆ ಅಧಿಕಾರಿಗಳು ಕಾರ್ಯೋನ್ಮುಖರಾಗಬೇಕು ಎಂದು ಗದಗ ಜಿಲ್ಲಾ ಉಸ್ತುವಾರಿ ಸಚಿವ ಎಚ್.ಕೆ.ಪಾಟೀಲ ಅವರು ಸೂಚಿಸಿದರು. ನಗರದ ಜಿಲ್ಲಾಡಳಿತ ಭವನದ ಸಭಾಂಗಣದಲ್ಲಿ ಮಂಗಳವಾರ ನಡೆದ ಜಿಲ್ಲೆಯ ಅಭಿವೃದ್ಧಿ ಕಾಮಗಾರಿಗಳ ಪ್ರಗತಿ ಪರಿಶೀಲನಾ ಸಭೆಯ ಅಧ್ಯಕ್ಷತೆ ವಹಿಸಿ ಅವರು ಮಾತನಾಡಿದರು. ಸರ್ಕಾರದ ಮಹತ್ವಾಕಾಂಕ್ಷಿ ಯೋಜನೆಯ ಕೌಲ್ಯ ಬಡವರಿಗೆ ತಲುಪಿಸುವ ಮಹತ್ತರ ಜವಾಬ್ದಾರಿ ಇಲಾಖೆಯ ಅಧಿಕಾರಿಗಳದ್ದಾಗಿದೆ. ಈ ನಿಟ್ಟಿನಲ್ಲಿ ಅಧಿಕಾರಿಗಳು ವಿಶೇಷ ಆಸಕ್ತಿಯಿಂದ ಬಾಕಿ ಉಳಿದಿರುವ ಕಾಮಗಾರಿಗಳನ್ನು ಪೂರ್ಣಗೊಳಿಸಬೇಕೆಂದು ತಿಳಿಸಿದರು. ಬಡವರು ಮತ್ತು ಕಾರ್ಮಿಕರಿಗೆ ಕೈಗೆಟಕುವ ದರದಲ್ಲಿ ಊಟ, ಉಪಹಾರ ಒದಗಿಸುವ ಮಹತ್ವಾಕಾಂಕ್ಷಿ ಇಂದಿರಾ ಕ್ಯಾಂಟೀನ್ ಯೋಜನೆಯ ಅನುಷ್ಠಾನದಲ್ಲಿ ವಿಳಂಬವಾಗಬಾರದು. ಗದಗ ನಗರದ	[414, 199, 683, 396]
brief	[40, 1201, 393, 1433]
bottom-story-kicker: ಜಿಲ್ಲಾ ಮಟ್ಟದ ಸಮನ್ವಯ ಸಮಿತಿ ಸಭೆಯಲ್ಲಿ ಜಿ.ಪಂ ಸಿಇಒ ಎಸ್.ಜೆ.ಸೋಮಶೇಖರ್ ಸೂಚನೆ	[40, 1788, 811, 1819]
brief-dateline: ದಾವಣಗೆರೆ:	[40, 1233, 84, 1245]
brief-headline: ಟ್ರೆಂಜಿಂಗ್ ನಾರ್ಜ ರಾಷ್ಟ್ರೀಯ ಸಾಹಸ ಪ್ರಶಸ್ತಿಗೆ ಅರ್ಜಿ ಆಹ್ವಾನ	[40, 473, 342, 519]
literature-story-body-b: ಅಪರಾಧ ಆರೋಪ ಹೊತ್ತ ಕೈದಿಗಳಿಗೆ ಸಾಹಿತ್ಯ ಊರುಗೋಲಾಗುತ್ತದೆ ಎಂದು ಪೂರ್ವ ವಲಯ ಐಜಿಪಿ ಡಾ.ಬಿ.ಆರ್. ರವಿಕಾಂತೇಗೌಡ ಹೇಳಿದರು. ಹಾವೇರಿ ಜಿಲ್ಲಾ ಕಾರಾಗೃಹದಲ್ಲಿ ಹಮ್ಮಿಕೊಂಡಿದ್ದ ಕಾರ್ಯಕ್ರಮದಲ್ಲಿ ಮಾತನಾಡಿದ ಅವರು, ಪುಸ್ತಕಗಳ ಓದು ಮನಸ್ಸನ್ನು ಪರಿವರ್ತಿಸುತ್ತದೆ. ಕೈದಿಗಳು ತಮ್ಮ ಬಿಡುವಿನ ವೇಳೆಯಲ್ಲಿ ಉತ್ತಮ ಸಾಹಿತ್ಯ ಓದುವ ಮೂಲಕ ಆತ್ಮಾವಲೋಕನಕ್ಕೆ ಬಳಸಿಕೊಳ್ಳಬೇಕು ಎಂದು ಸಲಹೆ ನೀಡಿದರು. ಕಾರ್ಯಕ್ರಮದಲ್ಲಿ ಸಾಹಿತಿ ಡಾ.ಬಸವರಾಜ ರಾಮಣ್ಣ ಸಾಹಿತ್ಯ ಓದಿನ ಮಹತ್ವ ಕುರಿತು ಉಪನ್ಯಾಸ ನೀಡಿದರು. ಕಾರಾಗೃಹ ಅಧೀಕ್ಷಕರು, ಜಿಲ್ಲಾ ಕಸಾಪ ಅಧ್ಯಕ್ಷರು ಹಾಗೂ ಸಿಬ್ಬಂದಿ ಉಪಸ್ಥಿತರಿದ್ದರು. ಸಿಟ್ಟಿನ ಕೈಯಲ್ಲಿ ಬುದ್ಧಿ ಕೊಡಬಾರದು, ಸಿಟ್ಟಿನಲ್ಲಿ ಮಾಡಿದ ತಪ್ಪಿಗೆ ಬದುಕು ಪೂರ್ತಿ ಪಶ್ಚಾತ್ತಾಪ ಪಡಬೇಕಾಗುತ್ತದೆ ಎಂದು ಅವರು ಕಿವಿಮಾತು	[660, 1670, 1135, 1767]
brief-headline: ಜೂನ್ ಮಾಹೆಯ ಆಹಾರ ಹಂಚಿಕೆ	[40, 855, 240, 876]
brief-headline: 9ನೇ ತರಗತಿ ಪ್ರವೇಶಾತಿಗೆ ಅರ್ಜಿ ಆಹ್ವಾನ	[40, 100, 281, 121]
newspaper-title: ಪಾಂಡವ	[718, 18, 824, 61]
sapling-story-dateline: ಗದಗ:	[1152, 857, 1176, 869]
top-story-headline-line2: ಅಗಸ್ಟ 15ರಂದು ಇಂದಿರಾ ಕ್ಯಾಂಟೀನ್ ಲೋಕಾರ್ಪಣೆಗೆ ಕ್ರಮ ವಹಿಸಿ	[584, 145, 1334, 186]
literature-story-body-a: ಹಾವೇರಿ: ಅಪರಾಧ ಆರೋಪ ಹೊತ್ತ ಕೈದಿಗಳಿಗೆ ಸಾಹಿತ್ಯ ಊರುಗೋಲಾಗುತ್ತದೆ ಎಂದು ಪೂರ್ವ ವಲಯ ಐಜಿಪಿ ಡಾ.ಬಿ.ಆರ್. ರವಿಕಾಂತೇಗೌಡ ಹೇಳಿದರು. ಹಾವೇರಿ ಜಿಲ್ಲಾ ಕಾರಾಗೃಹದಲ್ಲಿ ಹಮ್ಮಿಕೊಂಡಿದ್ದ ಕಾರ್ಯಕ್ರಮದಲ್ಲಿ ಮಾತನಾಡಿದ ಅವರು, ಪುಸ್ತಕಗಳ ಓದು ಮನಸ್ಸನ್ನು ಪರಿವರ್ತಿಸುತ್ತದೆ. ಕೈದಿಗಳು ತಮ್ಮ ಬಿಡುವಿನ ವೇಳೆಯಲ್ಲಿ ಉತ್ತಮ ಸಾಹಿತ್ಯ ಓದುವ ಮೂಲಕ ಹೊಸ ಜೀವನ ರೂಪಿಸಿಕೊಳ್ಳಬೇಕು. ಜೈಲಿನಲ್ಲಿರುವ ಅವಧಿಯನ್ನು ಆತ್ಮಾವಲೋಕನಕ್ಕೆ ಬಳಸಿಕೊಳ್ಳಬೇಕು ಎಂದು ಸಲಹೆ ನೀಡಿದರು. ಕಾರ್ಯಕ್ರಮದಲ್ಲಿ ಸಾಹಿತಿ ಡಾ.ಬಸವರಾಜ ರಾಮಣ್ಣ ಸಾಹಿತ್ಯ ಓದಿನ ಮಹತ್ವ ಕುರಿತು ಉಪನ್ಯಾಸ ನೀಡಿದರು. ಕಾರಾಗೃಹ ಅಧೀಕ್ಷಕರು, ಜಿಲ್ಲಾ ಕಸಾಪ ಅಧ್ಯಕ್ಷರು ಹಾಗೂ ಸಿಬ್ಬಂದಿ ಉಪಸ್ಥಿತರಿದ್ದರು. ಸಿಟ್ಟಿನ ಕೈಯಲ್ಲಿ ಬುದ್ಧಿ ಕೊಡಬಾರದು, ಸಿಟ್ಟಿನಲ್ಲಿ ಮಾಡಿದ ತಪ್ಪಿಗೆ ಬದುಕು ಪೂರ್ತಿ ಪಶ್ಚಾತ್ತಾಪ ಪಡಬೇಕಾಗುತ್ತದೆ ಎಂದು ಅವರು ಕಿವಿಮಾತು ಹೇಳಿದರು.	[414, 1509, 652, 1724]
masthead	[31, 14, 1511, 77]
task-force-story-headline: ಜಿಲ್ಲಾ ಮಟ್ಟದ ಟಾಸ್ಕ್‌ಫೋರ್ಸ್ ಸಮಿತಿ ಸಭೆ	[1152, 1584, 1443, 1609]
task-force-story-body: ಗದಗ: 2024-25 ನೇ ಸಾಲಿನ ಮಾರುಕಟ್ಟೆ ಮಧ್ಯ ಪ್ರವೇಶ ಯೋಜನೆಯ ಬೆಲೆವ್ಯತ್ಯಾಸ ಪಾವತಿ (Price Deficiency payment scheme) ಯೋಜನೆಯಡಿಯಲ್ಲಿ ಮಾರುಕಟ್ಟೆ ಮಧ್ಯ ಪ್ರವೇಶ ದರ ಪ್ರತಿ ಕ್ವಿಂಟಾಲ್‌ಗೆ (MIP) ರೂ. 10,589.20 ಗಳು ನಿಗದಿಯಾಗಿದ್ದು, ಮಾರುಕಟ್ಟೆ ಮಧ್ಯ ಪ್ರವೇಶ ಯೋಜನೆಯನ್ನು ಅನುಷ್ಠಾನಗೊಳಿಸುವ ಕುರಿತು ಜಿಲ್ಲಾ ಟಾಸ್ಕ್‌ಫೋರ್ಸ್ ಸಮಿತಿಯ ಸಭೆಯು ಜಿಲ್ಲಾಧಿಕಾರಿ ಸಿ.ಎನ್.ಶ್ರೀಧರ್ ಅವರ ಅಧ್ಯಕ್ಷತೆಯಲ್ಲಿ ಜರುಗಿತು. ಜಿಲ್ಲಾಧಿಕಾರಿ ಸಿ.ಎನ್.ಶ್ರೀಧರ್ ಅವರು ಮಾತನಾಡಿ ಮಾರುಕಟ್ಟೆಯಲ್ಲಿ ಹೆಸರುಕಾಳು ಧಾರಣೆ ಕುಸಿದ ಸಂದರ್ಭದಲ್ಲಿ ರೈತರ ಹಿತರಕ್ಷಣೆಗಾಗಿ ಮಾರುಕಟ್ಟೆ ಮಧ್ಯ ಪ್ರವೇಶ ಯೋಜನೆಯಡಿ ಬೆಲೆ ವ್ಯತ್ಯಾಸದ ಮೊತ್ತವನ್ನು ರೈತರ ಖಾತೆಗೆ ನೇರವಾಗಿ ಜಮೆ ಮಾಡಲಾಗುವುದು. ರೈತರ ನೋಂದಣಿ ಪ್ರಕ್ರಿಯೆಯನ್ನು ಫ್ರೂಟ್ಸ್ ತಂತ್ರಾಂಶದ ಮೂಲಕ ಕೈಗೊಳ್ಳಬೇಕು. ಖರೀದಿ ಕೇಂದ್ರಗಳಲ್ಲಿ ರೈತರಿಗೆ ಯಾವುದೇ ತೊಂದರೆಯಾಗದಂತೆ ಅಗತ್ಯ ಮೂಲಭೂತ ಸೌಕರ್ಯಗಳನ್ನು ಕಲ್ಪಿಸಬೇಕು. ಗುಣಮಟ್ಟ ಪರೀಕ್ಷೆಗಾಗಿ ಗ್ರೇಡರ್‌ಗಳನ್ನು ನೇಮಿಸಬೇಕು ಎಂದು ತಿಳಿಸಿದರು. ಈಗಾಗಲೇ ಜಿಲ್ಲೆಯಲ್ಲಿ ಒಟ್ಟು 358855.89 ಕ್ವಿಂಟಾಲ್ ಹೆಸರುಕಾಳು ಉತ್ಪಾದನೆ ಅಂದಾಜಿಸಲಾಗಿದ್ದು, ಪ್ರತಿ ಹೆಕ್ಟೇರ್‌ಗೆ 8 ಕ್ವಿಂಟಾಲ್ ಇಳುವರಿ ಪ್ರಮಾಣವನ್ನು ನಿಗದಿಪಡಿಸಲಾಗಿದೆ. ಕೃಷಿ ಮಾರಾಟ ಇಲಾಖೆಯ ಸಹಾಯಕ ನಿರ್ದೇಶಕರು ಸಭೆಗೆ ಮಾಹಿತಿ ನೀಡಿ Price Deficiency payment scheme (UMP) ಅಡಿ ಹೆಸರುಕಾಳು ಖರೀದಿಗೆ ಕ್ರಮ ವಹಿಸಲಾಗಿದೆ ಎಂದರು. ಸಭೆಯಲ್ಲಿ ಜಂಟಿ ಕೃಷಿ ನಿರ್ದೇಶಕ ತಾರಾಮಣಿ, ಆಹಾರ ಮತ್ತು ನಾಗರಿಕ ಸರಬರಾಜು ಇಲಾಖೆ ಉಪನಿರ್ದೇಶಕರು, ಸಹಕಾರ ಸಂಘಗಳ ಉಪ ನಿಬಂಧಕರು, ಕೃಷಿ ಮಾರಾಟ ಇಲಾಖೆ ಸಹಾಯಕ ನಿರ್ದೇಶಕರು, ಕೃಷಿ ಉತ್ಪನ್ನ ಮಾರುಕಟ್ಟೆ ಸಮಿತಿ ಕಾರ್ಯದರ್ಶಿ ಹಾಜರಿದ್ದರು.	[1152, 1621, 1505, 1903]
brief-dateline: ದಾವಣಗೆರೆ:	[40, 130, 84, 142]
bottom-story-body-c: ಜಿಲ್ಲೆಯಲ್ಲಿ ಕಂಡುಬರುವ ಬಾಲ್ಯ ವಿವಾಹ ಹಾಗೂ ಬಾಲ ಗರ್ಭಿಣಿಯರ ಪ್ರಕರಣಗಳನ್ನು ಅಧಿಕಾರಿಗಳು ಗಂಭೀರವಾಗಿ ಪರಿಗಣಿಸಿ, ಸಾರ್ವಜನಿಕರಲ್ಲಿ ಹೆಚ್ಚಿನ ಜಾಗೃತಿ ಮೂಡಿಸಬೇಕು ಎಂದು ಜಿಲ್ಲಾ ಪಂಚಾಯಿತಿ ಮುಖ್ಯ ಕಾರ್ಯನಿರ್ವಾಹಕ ಅಧಿಕಾರಿ ಎಸ್.ಜೆ.ಸೋಮಶೇಖರ್ ಸೂಚನೆ ನೀಡಿದರು. ನಗರದ ಜಿಲ್ಲಾ ಪಂಚಾಯತ್ ಸಭಾಂಗಣದಲ್ಲಿ ಮಂಗಳವಾರ ಜಿಲ್ಲಾ ಆರೋಗ್ಯ ಮತ್ತು ಕುಟುಂಬ ಕಲ್ಯಾಣ ಇಲಾಖೆಯ ವಿವಿಧ ಯೋಜನೆಗಳ ಜಿಲ್ಲಾ ಮಟ್ಟದ ಸಮನ್ವಯ ಸಮಿತಿ ಸಭೆಯ ಅಧ್ಯಕ್ಷತೆ ವಹಿಸಿ ಅವರು ಮಾತನಾಡಿದರು. ಬಾಲ್ಯ ವಿವಾಹ ಮತ್ತು ಬಾಲ ಗರ್ಭಿಣಿಯರ ಪ್ರಕರಣ ತಡೆಗೆ ಹೆಚ್ಚು ಜಾಗೃತಿ ಅಗತ್ಯ. ಶಾಲಾ ಶಿಕ್ಷಣ ಇಲಾಖೆ, ಮಹಿಳಾ ಮತ್ತು ಮಕ್ಕಳ ಅಭಿವೃದ್ಧಿ ಇಲಾಖೆ, ಆರೋಗ್ಯ ಇಲಾಖೆ ಸೇರಿದಂತೆ ವಿವಿಧ ಇಲಾಖೆಗಳು ಸಮನ್ವಯದಿಂದ ಕಾರ್ಯನಿರ್ವಹಿಸಬೇಕು. ಜಿಲ್ಲೆಯಲ್ಲಿ ಮಳೆ ವ್ಯಾಪಕವಾಗಿ ಸುರಿಯುತ್ತಿರುವ ಹಿನ್ನೆಲೆಯಲ್ಲಿ ಡೆಂಗ್ಯೂ, ಮಲೇರಿಯಾ, ಚಿಕೂನ್‌ಗುನ್ಯಾ ಹಾಗೂ ಕಾಲರಾದಂತಹ ಸಾಂಕ್ರಾಮಿಕ ರೋಗಗಳು ಹರಡದಂತೆ ಮುಂಜಾಗ್ರತಾ ಕ್ರಮ ಕೈಗೊಳ್ಳಬೇಕು. ಗ್ರಾಮ ಪಂಚಾಯಿತಿ ಮಟ್ಟದಲ್ಲಿ ನೀರಿನ ಟ್ಯಾಂಕ್‌ಗಳನ್ನು ಸ್ವಚ್ಛಗೊಳಿಸಬೇಕು. ಲಾರ್ವಾ ಸಮೀಕ್ಷೆ ನಡೆಸಿ ಸೊಳ್ಳೆಗಳ ಉತ್ಪತ್ತಿ ತಾಣಗಳನ್ನು ನಾಶಪಡಿಸಬೇಕು ಎಂದು ತಿಳಿಸಿದರು. ಜುಲೈ 31 ರವರೆಗೆ ಅತಿಸಾರಭೇದಿ ನಿಯಂತ್ರಣ ಪಾಕ್ಷಿಕ ಆಚರಿಸಲಾಗುತ್ತಿದ್ದು ಓಆರ್‌ಎಸ್ ದ್ರಾವಣ ಹಾಗೂ ಜಿಂಕ್ ಮಾತ್ರೆ ವಿತರಿಸಬೇಕು. ಕ್ಷಯರೋಗ ನಿರ್ಮೂಲನಾ ಕಾರ್ಯಕ್ರಮದಡಿ ಜಿಲ್ಲೆಯಲ್ಲಿ 100 ದಿನಗಳ ಟಿಬಿ ಮುಕ್ತ ಅಭಿಯಾನ ಯಶಸ್ವಿಗೊಳಿಸಬೇಕು. ಆಶಾ ಕಾರ್ಯಕರ್ತೆಯರು ಮನೆ ಮನೆಗೆ ಭೇಟಿ ನೀಡಿ ಆರೋಗ್ಯ ಜಾಗೃತಿ ಮೂಡಿಸಬೇಕು ಎಂದು ಹೇಳಿದರು. ಸಭೆಯಲ್ಲಿ ಜಿಲ್ಲಾ ಆರೋಗ್ಯ ಮತ್ತು ಕುಟುಂಬ ಕಲ್ಯಾಣಾಧಿಕಾರಿ ಡಾ.ಪಿ.ರೇಣುಪ್ರಸಾದ್, ಜಿಲ್ಲಾ ಶಸ್ತ್ರಚಿಕಿತ್ಸಕ ಡಾ.ಎಸ್.ಪಿ.ರವೀಂದ್ರ, ಜಿಲ್ಲಾ ಸರ್ವೇಕ್ಷಣಾಧಿಕಾರಿ ಡಾ.ಎನ್.ಕಾಶಿ, ಜಿಲ್ಲಾ ಆರ್‌ಸಿಎಚ್ ಅಧಿಕಾರಿ ಡಾ.ಚಂದ್ರಶೇಖರ್ ಕಂಬಾಳಿಮಠ, ಜಿಲ್ಲಾ ಕ್ಷಯರೋಗ ನಿಯಂತ್ರಣಾಧಿಕಾರಿ ಡಾ.ಕುಮಾರಸ್ವಾಮಿ, ಮಹಿಳಾ ಮತ್ತು ಮಕ್ಕಳ ಅಭಿವೃದ್ಧಿ ಇಲಾಖೆ ಉಪನಿರ್ದೇಶಕ ವಿಜಯ್ ಕುಮಾರ್ ಸೇರಿದಂತೆ ವಿವಿಧ ಇಲಾಖೆಯ ಅಧಿಕಾರಿಗಳು ಇದ್ದರು.	[305, 2070, 804, 2353]
issue-date: ಗುರುವಾರ 26, ಜೂನ್ 2025	[54, 41, 240, 61]
organ-story-photo	[414, 855, 884, 1163]
top-story-body-c: ಅಪೂರ್ಣ ಕಾಮಗಾರಿಗಳನ್ನು ತ್ವರಿತಗತಿಯಲ್ಲಿ ಪೂರ್ಣಗೊಳಿಸುವ ಮೂಲಕ ಜಿಲ್ಲೆಯ ಸಮಗ್ರ ಅಭಿವೃದ್ಧಿಗೆ ಅಧಿಕಾರಿಗಳು ಕಾರ್ಯೋನ್ಮುಖರಾಗಬೇಕು ಎಂದು ಗದಗ ಜಿಲ್ಲಾ ಉಸ್ತುವಾರಿ ಸಚಿವ ಎಚ್.ಕೆ.ಪಾಟೀಲ ಅವರು ಸೂಚಿಸಿದರು. ನಗರದ ಜಿಲ್ಲಾಡಳಿತ ಭವನದ ಸಭಾಂಗಣದಲ್ಲಿ ಮಂಗಳವಾರ ನಡೆದ ಜಿಲ್ಲೆಯ ಅಭಿವೃದ್ಧಿ ಕಾಮಗಾರಿಗಳ ಪ್ರಗತಿ ಪರಿಶೀಲನಾ ಸಭೆಯ ಅಧ್ಯಕ್ಷತೆ ವಹಿಸಿ ಅವರು ಮಾತನಾಡಿದರು. ಸರ್ಕಾರದ ಮಹತ್ವಾಕಾಂಕ್ಷಿ ಯೋಜನೆಯ ಕೌಲ್ಯ ಬಡವರಿಗೆ ತಲುಪಿಸುವ ಮಹತ್ತರ ಜವಾಬ್ದಾರಿ ಇಲಾಖೆಯ ಅಧಿಕಾರಿಗಳದ್ದಾಗಿದೆ. ಈ ನಿಟ್ಟಿನಲ್ಲಿ ಅಧಿಕಾರಿಗಳು ವಿಶೇಷ ಆಸಕ್ತಿಯಿಂದ ಬಾಕಿ ಉಳಿದಿರುವ ಕಾಮಗಾರಿಗಳನ್ನು ಪೂರ್ಣಗೊಳಿಸಬೇಕೆಂದು ತಿಳಿಸಿದರು. ಬಡವರು ಮತ್ತು ಕಾರ್ಮಿಕರಿಗೆ ಕೈಗೆಟಕುವ ದರದಲ್ಲಿ ಊಟ, ಉಪಹಾರ ಒದಗಿಸುವ ಮಹತ್ವಾಕಾಂಕ್ಷಿ ಇಂದಿರಾ ಕ್ಯಾಂಟೀನ್ ಯೋಜನೆಯ ಅನುಷ್ಠಾನದಲ್ಲಿ ವಿಳಂಬವಾಗಬಾರದು. ಗದಗ ನಗರದ ಪಂಡಿತ ಪುಟ್ಟರಾಜ ಗವಾಯಿಗಳ ಬಸ್ ನಿಲ್ದಾಣದ ಆವರಣದಲ್ಲಿ ಆಗಸ್ಟ್ 15 ರಂದು ಇಂದಿರಾ ಕ್ಯಾಂಟೀನ್ ಪ್ರಾರಂಭಿಸಲು ಕ್ರಮ ಕೈಗೊಳ್ಳಬೇಕು ಎಂದರು. ಈ ಕುರಿತು ಸಂಬಂಧಿಸಿದ ಅಧಿಕಾರಿಗಳು ಕಾರ್ಯಾನುಷ್ಠಾನವನ್ನು ನಿರ್ವಹಿಸಬೇಕು ಎಂದು ನಿರ್ದೇಶಿಸಿದರು. ನಗರದಲ್ಲಿ ಕುಡಿಯುವ ನೀರಿನ ಸಮಸ್ಯೆ ಉಂಟಾಗದಂತೆ ಕ್ರಮ ಕೈಗೊಳ್ಳಬೇಕು. ಬೇಸಿಗೆ ಸಂದರ್ಭದಲ್ಲಿ ನೀರಿನ ಅಭಾವ ಉಂಟಾಗದಂತೆ ಮುಂಜಾಗ್ರತಾ ಕ್ರಮ ವಹಿಸಬೇಕು. ಜಲಜೀವನ್ ಮಿಷನ್ ಯೋಜನೆಯಡಿ ಕೈಗೊಂಡ ಕಾಮಗಾರಿಗಳನ್ನು ನಿಗದಿತ ಅವಧಿಯೊಳಗೆ ಪೂರ್ಣಗೊಳಿಸಬೇಕು. ಹದಗೆಟ್ಟ ರಸ್ತೆಗಳ ದುರಸ್ತಿ ಕಾರ್ಯ ಕೈಗೊಳ್ಳಬೇಕು. ಗ್ರಾಮೀಣ ಪ್ರದೇಶಗಳಲ್ಲಿ ಸಮರ್ಪಕ ವಿದ್ಯುತ್ ಪೂರೈಕೆಗೆ ಕ್ರಮ ವಹಿಸಬೇಕು ಎಂದು ಸಚಿವರು ಸೂಚಿಸಿದರು. ಜಿಲ್ಲೆಯಲ್ಲಿ ವಸತಿ ಯೋಜನೆಯಡಿ ಮಂಜೂರಾದ ಮನೆಗಳ ನಿರ್ಮಾಣ ಕಾರ್ಯವನ್ನು ಚುರುಕುಗೊಳಿಸಬೇಕು. ಫಲಾನುಭವಿಗಳಿಗೆ ಹಂತ ಹಂತವಾಗಿ ಅನುದಾನ ಬಿಡುಗಡೆ ಮಾಡಬೇಕು. ಆರೋಗ್ಯ, ಶಿಕ್ಷಣ ಹಾಗೂ ಕೃಷಿ ಇಲಾಖೆಯ ಯೋಜನೆಗಳ ಪ್ರಗತಿಯನ್ನು ಪರಿಶೀಲಿಸಿದ ಸಚಿವರು ಮುಂಗಾರು ಹಂಗಾಮಿಗೆ ಅಗತ್ಯವಿರುವ ಬೀಜ ಮತ್ತು ರಸಗೊಬ್ಬರ ದಾಸ್ತಾನು ಕುರಿತು ಮಾಹಿತಿ ಪಡೆದರು. ಸಭೆಯಲ್ಲಿ ಶಾಸಕರು, ಜಿಲ್ಲಾಧಿಕಾರಿ ಸಿ.ಎನ್.ಶ್ರೀಧರ್, ಜಿಲ್ಲಾ ಪಂಚಾಯತ್ ಮುಖ್ಯ ಕಾರ್ಯನಿರ್ವಾಹಕ ಅಧಿಕಾರಿ ಭರತ್ ಎಸ್, ಅಪರ ಜಿಲ್ಲಾಧಿಕಾರಿ ಡಾ.ದುರಗೇಶ್ ಕೆ.ಆರ್., ಉಪವಿಭಾಗಾಧಿಕಾರಿ, ಸೇರಿದಂತೆ ವಿವಿಧ ಇಲಾಖೆಯ ಅಧಿಕಾರಿಗಳು ಹಾಜರಿದ್ದರು.	[414, 407, 1503, 538]
brief-body: ದಾವಣಗೆರೆ: ಭಾರತ ಸರ್ಕಾರದ ಸಿಬ್ಬಂದಿ ನೇಮಕಾತಿ ಆಯೋಗವು ಕಂಬೈನ್ಡ್ ಹೈಯರ್ ಸೆಕೆಂಡರಿ ಲೆವೆಲ್ ಪರೀಕ್ಷೆಗೆ ಅರ್ಜಿ ಆಹ್ವಾನಿಸಲಾಗಿದೆ. ಮನ್ನತೆ ಪಡೆದ ವಿದ್ಯಾಸಂಸ್ಥೆಯಿಂದ ಪಿಯುಸಿ ಅಥವಾ ತತ್ಸಮಾನ ವಿದ್ಯಾರ್ಹತೆ ಹೊಂದಿರುವ ಅಭ್ಯರ್ಥಿಗಳು https://ssc.gov.in or www.ssckkr.kar.nic.in ಮೂಲಕ ಆನ್‌ಲೈನ್‌ನಲ್ಲಿ ಅರ್ಜಿ ಸಲ್ಲಿಸಬಹುದು. ಅರ್ಜಿ ಸಲ್ಲಿಸಲು ಜುಲೈ 4 ಕೊನೆಯದಿನವಾಗಿರುತ್ತದೆ. ಹೆಚ್ಚಿನ ಮಾಹಿತಿಗಾಗಿ ದೂ.ಸಂ: 080-2527342/25502520 ಅಥವಾ ಜಿಲ್ಲಾ ಉದ್ಯೋಗ ವಿನಿಮಯ ಕಚೇರಿಯನ್ನು ಸಂಪರ್ಕಿಸಬಹುದು ಎಂದು ಜಿಲ್ಲಾ ಉದ್ಯೋಗಾಧಿಕಾರಿ ರವೀಂದ್ರ ತಿಳಿಸಿದ್ದಾರೆ.	[40, 1233, 393, 1346]
brief	[40, 1447, 393, 1663]
brief	[40, 1677, 393, 1770]
brief-headline: ಆಧುನಿಕ ಅಂಚೆ ತಂತ್ರಜ್ಞಾನ ಅಳವಡಿಕೆ	[40, 1448, 256, 1470]
sapling-story-headline-line2: ಸಸಿ ನೆಡುವ ಕಾರ್ಯಕ್ರಮ	[1232, 815, 1424, 844]
brief-body: ದಾವಣಗೆರೆ: ಜೂನ್ 23 ರಂದು ದಾವಣಗೆರೆ ಪ್ರಧಾನ ಅಂಚೆ ಕಚೇರಿಯಲ್ಲಿ ಆಧುನಿಕ ಅಂಚೆ ತಂತ್ರಜ್ಞಾನದ ಸ್ಥಿ ದಾಂದು ಹೊಸ್ತ ತಂತ್ರಾಂಶ ಕಾರ್ಯಕ್ರಮವನ್ನು ಅಂಚೆ ಅಧೀಕ್ಷಕರಾದ ಚಂದ್ರಶೇಖರ್ ಉದ್ಘಾಟಿಸಿದರು. ಭಾರತೀಯ ಅಂಚೆ ಇಲಾಖೆಯಲ್ಲಿ ಆಧುನಿಕ ಅಂಚೆ ತಂತ್ರಜ್ಞಾನವನ್ನು ಗರಿಗಳಲ್ಲಿ ಅಳವಡಿಸಲಾಗುತ್ತಿದೆ. ಈ ವೇಳೆ ನಡೆದ ಸಭೆಯಲ್ಲಿ ಹೊಸ ತಂತ್ರಜ್ಞಾನದ ಅನುಕೂಲಗಳ ಕುರಿತು ಸಿಬ್ಬಂದಿಗೆ ಮಾಹಿತಿ ನೀಡಲಾಯಿತು. ಕಾರ್ಯಕ್ರಮದಲ್ಲಿ ಗುರು ಪ್ರಸಾದ್, ಜೆ.ಸಿ.ಕೆ.ಎಂ. ನರೇಂದ್ರನಾಯಕ್, ಸಹಾಯಕ ಅಂಚೆ ಅಧೀಕ್ಷಕರು ಹಾಗೂ ಅಂಚೆ ಕಚೇರಿಯ ಅಂಚೆ ಪಾಲಕರು ಹಾಗೂ ಸಿಬ್ಬಂದಿ ವರ್ಗದವರು ಭಾಗವಹಿಸಿದ್ದರು.	[40, 1478, 393, 1592]
page-number: 3	[1467, 17, 1496, 64]
organ-story-headline-line2: ಜೀವನ ಸಾರ್ಥಕತೆ ವೆಬ್‌ಸೈಟ್ ಮೂಲಕ ಅಂಗಾಂಗ ದಾನಕ್ಕೆ ಅವಕಾಶ	[498, 814, 1051, 845]
divider	[40, 845, 393, 847]
top-story-headline-line1: ಅಪೂರ್ಣ ಕಾಮಗಾರಿಗಳನ್ನು ತ್ವರಿತಗತಿಯಲ್ಲಿಯೇ ಪೂರ್ಣಗೊಳಿಸಿ	[607, 99, 1311, 140]
bottom-story-photo	[305, 1892, 805, 2062]
brief-headline: ಕಾರ್ಯಕಾರಿ ಸಮಿತಿ ಚುನಾವಣೆ	[40, 1678, 219, 1700]
literature-story	[414, 1464, 1135, 1770]
brief	[40, 471, 393, 839]
task-force-story-dateline: ಗದಗ:	[1152, 1621, 1176, 1633]
left-column	[40, 98, 393, 1770]
brief-body: ದಾವಣಗೆರೆ: ಜೂನ್ 2025ರ ಮಾಹೆಗೆ ವಿವಿಧ ವರ್ಗದ ಪಡಿತರ ಚೀಟಿದಾರರಿಗೆ ಆಹಾರಧಾನ್ಯ ಹಂಚಿಕೆ ಮಾಡಲಾಗಿದೆ. ಆದ್ಯತಾ ಪಡಿತರ ಚೀಟಿದಾರರಿಗೆ ಅನ್ನಭಾಗ್ಯ ಯೋಜನೆಯಡಿ 3ಕೆಜಿ ಅಕ್ಕಿಯನ್ನು ಹಾಗೂ 2 ಕೆಜಿ ರಾಗಿಯನ್ನು ಜೂನ್ 30 ರವರೆಗೆ ಆಹಾರಧಾನ್ಯವನ್ನು ಉಚಿತವಾಗಿ ವಿತರಿಸಲಾಗುತ್ತದೆ. ಅಂತ್ಯೋದಯ (ಎಎವೈ) ಪಡಿತರದಾರರಿಗೆ 1 ರಿಂದ 3 ಸದಸ್ಯರವರೆಗಿನ ಪಡಿತರ ಚೀಟಿಗಳಿಗೆ 21 ಕೆಜಿ ಅಕ್ಕಿ ಮತ್ತು 14 ಕೆಜಿ ರಾಗಿ ಹಾಗೂ ಬಿಪಿಎಲ್ ಪಡಿತರ ಚೀಟಿಗಳಿಗೆ ಪ್ರತಿ ಸದಸ್ಯರಿಗೆ 5 ಕೆಜಿ ಅಕ್ಕಿ ವಿತರಿಸಲಾಗುತ್ತದೆ. ನ್ಯಾಯಬೆಲೆ ಅಂಗಡಿಗಳಲ್ಲಿ ಪಡಿತರ ಪಡೆಯಲು ಬಯೋಮೆಟ್ರಿಕ್ ದೃಢೀಕರಣ ಕಡ್ಡಾಯವಾಗಿದ್ದು ಪಡಿತರ ಪಡೆಯುವಲ್ಲಿ ಯಾವುದೇ ತೊಂದರೆಯಾದಲ್ಲಿ ಆಹಾರ ಇಲಾಖೆಯ ಜಂಟಿ ನಿರ್ದೇಶಕರನ್ನು ಸಂಪರ್ಕಿಸಬಹುದು ಎಂದು ತಿಳಿಸಿದ್ದಾರೆ.	[40, 884, 393, 1015]
literature-story-dateline: ಹಾವೇರಿ:	[414, 1509, 447, 1521]
column-rule	[1143, 775, 1144, 1772]
bottom-story-body-b: ಜಿಲ್ಲೆಯಲ್ಲಿ ಕಂಡುಬರುವ ಬಾಲ್ಯ ವಿವಾಹ ಹಾಗೂ ಬಾಲ ಗರ್ಭಿಣಿಯರ ಪ್ರಕರಣಗಳನ್ನು ಅಧಿಕಾರಿಗಳು ಗಂಭೀರವಾಗಿ ಪರಿಗಣಿಸಿ, ಸಾರ್ವಜನಿಕರಲ್ಲಿ ಹೆಚ್ಚಿನ ಜಾಗೃತಿ ಮೂಡಿಸಬೇಕು ಎಂದು ಜಿಲ್ಲಾ ಪಂಚಾಯಿತಿ ಮುಖ್ಯ ಕಾರ್ಯನಿರ್ವಾಹಕ ಅಧಿಕಾರಿ ಎಸ್.ಜೆ.ಸೋಮಶೇಖರ್ ಸೂಚನೆ ನೀಡಿದರು. ನಗರದ ಜಿಲ್ಲಾ ಪಂಚಾಯತ್ ಸಭಾಂಗಣದಲ್ಲಿ ಮಂಗಳವಾರ ಜಿಲ್ಲಾ ಆರೋಗ್ಯ ಮತ್ತು ಕುಟುಂಬ ಕಲ್ಯಾಣ ಇಲಾಖೆಯ ವಿವಿಧ ಯೋಜನೆಗಳ ಜಿಲ್ಲಾ ಮಟ್ಟದ ಸಮನ್ವಯ ಸಮಿತಿ ಸಭೆಯ ಅಧ್ಯಕ್ಷತೆ ವಹಿಸಿ ಅವರು ಮಾತನಾಡಿದರು. ಬಾಲ್ಯ ವಿವಾಹ ಮತ್ತು ಬಾಲ ಗರ್ಭಿಣಿಯರ ಪ್ರಕರಣ ತಡೆಗೆ ಹೆಚ್ಚು ಜಾಗೃತಿ ಅಗತ್ಯ. ಶಾಲಾ ಶಿಕ್ಷಣ ಇಲಾಖೆ, ಮಹಿಳಾ ಮತ್ತು ಮಕ್ಕಳ ಅಭಿವೃದ್ಧಿ ಇಲಾಖೆ, ಆರೋಗ್ಯ ಇಲಾಖೆ ಸೇರಿದಂತೆ ವಿವಿಧ ಇಲಾಖೆಗಳು ಸಮನ್ವಯದಿಂದ ಕಾರ್ಯನಿರ್ವಹಿಸಬೇಕು. ಜಿಲ್ಲೆಯಲ್ಲಿ ಮಳೆ ವ್ಯಾಪಕವಾಗಿ ಸುರಿಯುತ್ತಿರುವ ಹಿನ್ನೆಲೆಯಲ್ಲಿ ಡೆಂಗ್ಯೂ, ಮಲೇರಿಯಾ, ಚಿಕೂನ್‌ಗುನ್ಯಾ ಹಾಗೂ ಕಾಲರಾದಂತಹ ಸಾಂಕ್ರಾಮಿಕ ರೋಗಗಳು ಹರಡದಂತೆ ಮುಂಜಾಗ್ರತಾ ಕ್ರಮ ಕೈಗೊಳ್ಳಬೇಕು. ಗ್ರಾಮ ಪಂಚಾಯಿತಿ ಮಟ್ಟದಲ್ಲಿ ನೀರಿನ ಟ್ಯಾಂಕ್‌ಗಳನ್ನು ಸ್ವಚ್ಛಗೊಳಿಸಬೇಕು. ಲಾರ್ವಾ ಸಮೀಕ್ಷೆ ನಡೆಸಿ ಸೊಳ್ಳೆಗಳ ಉತ್ಪತ್ತಿ ತಾಣಗಳನ್ನು ನಾಶಪಡಿಸಬೇಕು ಎಂದು ತಿಳಿಸಿದರು. ಜುಲೈ 31 ರವರೆಗೆ ಅತಿಸಾರಭೇದಿ ನಿಯಂತ್ರಣ ಪಾಕ್ಷಿಕ ಆಚರಿಸಲಾಗುತ್ತಿದ್ದು ಓಆರ್‌ಎಸ್ ದ್ರಾವಣ ಹಾಗೂ ಜಿಂಕ್ ಮಾತ್ರೆ ವಿತರಿಸಬೇಕು. ಕ್ಷಯರೋಗ ನಿರ್ಮೂಲನಾ ಕಾರ್ಯಕ್ರಮದಡಿ ಜಿಲ್ಲೆಯಲ್ಲಿ 100 ದಿನಗಳ ಟಿಬಿ ಮುಕ್ತ ಅಭಿಯಾನ ಯಶಸ್ವಿಗೊಳಿಸಬೇಕು. ಆಶಾ ಕಾರ್ಯಕರ್ತೆಯರು ಮನೆ ಮನೆಗೆ ಭೇಟಿ ನೀಡಿ ಆರೋಗ್ಯ ಜಾಗೃತಿ ಮೂಡಿಸಬೇಕು ಎಂದು ಹೇಳಿದರು. ಸಭೆಯಲ್ಲಿ ಜಿಲ್ಲಾ ಆರೋಗ್ಯ ಮತ್ತು ಕುಟುಂಬ ಕಲ್ಯಾಣಾಧಿಕಾರಿ ಡಾ.ಪಿ.ರೇಣುಪ್ರಸಾದ್, ಜಿಲ್ಲಾ ಶಸ್ತ್ರಚಿಕಿತ್ಸಕ ಡಾ.ಎಸ್.ಪಿ.ರವೀಂದ್ರ, ಜಿಲ್ಲಾ ಸರ್ವೇಕ್ಷಣಾಧಿಕಾರಿ ಡಾ.ಎನ್.ಕಾಶಿ, ಜಿಲ್ಲಾ ಆರ್‌ಸಿಎಚ್ ಅಧಿಕಾರಿ ಡಾ.ಚಂದ್ರಶೇಖರ್ ಕಂಬಾಳಿಮಠ, ಜಿಲ್ಲಾ ಕ್ಷಯರೋಗ ನಿಯಂತ್ರಣಾಧಿಕಾರಿ ಡಾ.ಕುಮಾರಸ್ವಾಮಿ, ಮಹಿಳಾ ಮತ್ತು ಮಕ್ಕಳ ಅಭಿವೃದ್ಧಿ ಇಲಾಖೆ ಉಪನಿರ್ದೇಶಕ ವಿಜಯ್ ಕುಮಾರ್ ಸೇರಿದಂತೆ ವಿವಿಧ ಇಲಾಖೆಯ ಅಧಿಕಾರಿಗಳು ಇದ್ದರು.	[811, 1894, 1137, 2261]
divider	[40, 1669, 393, 1671]
